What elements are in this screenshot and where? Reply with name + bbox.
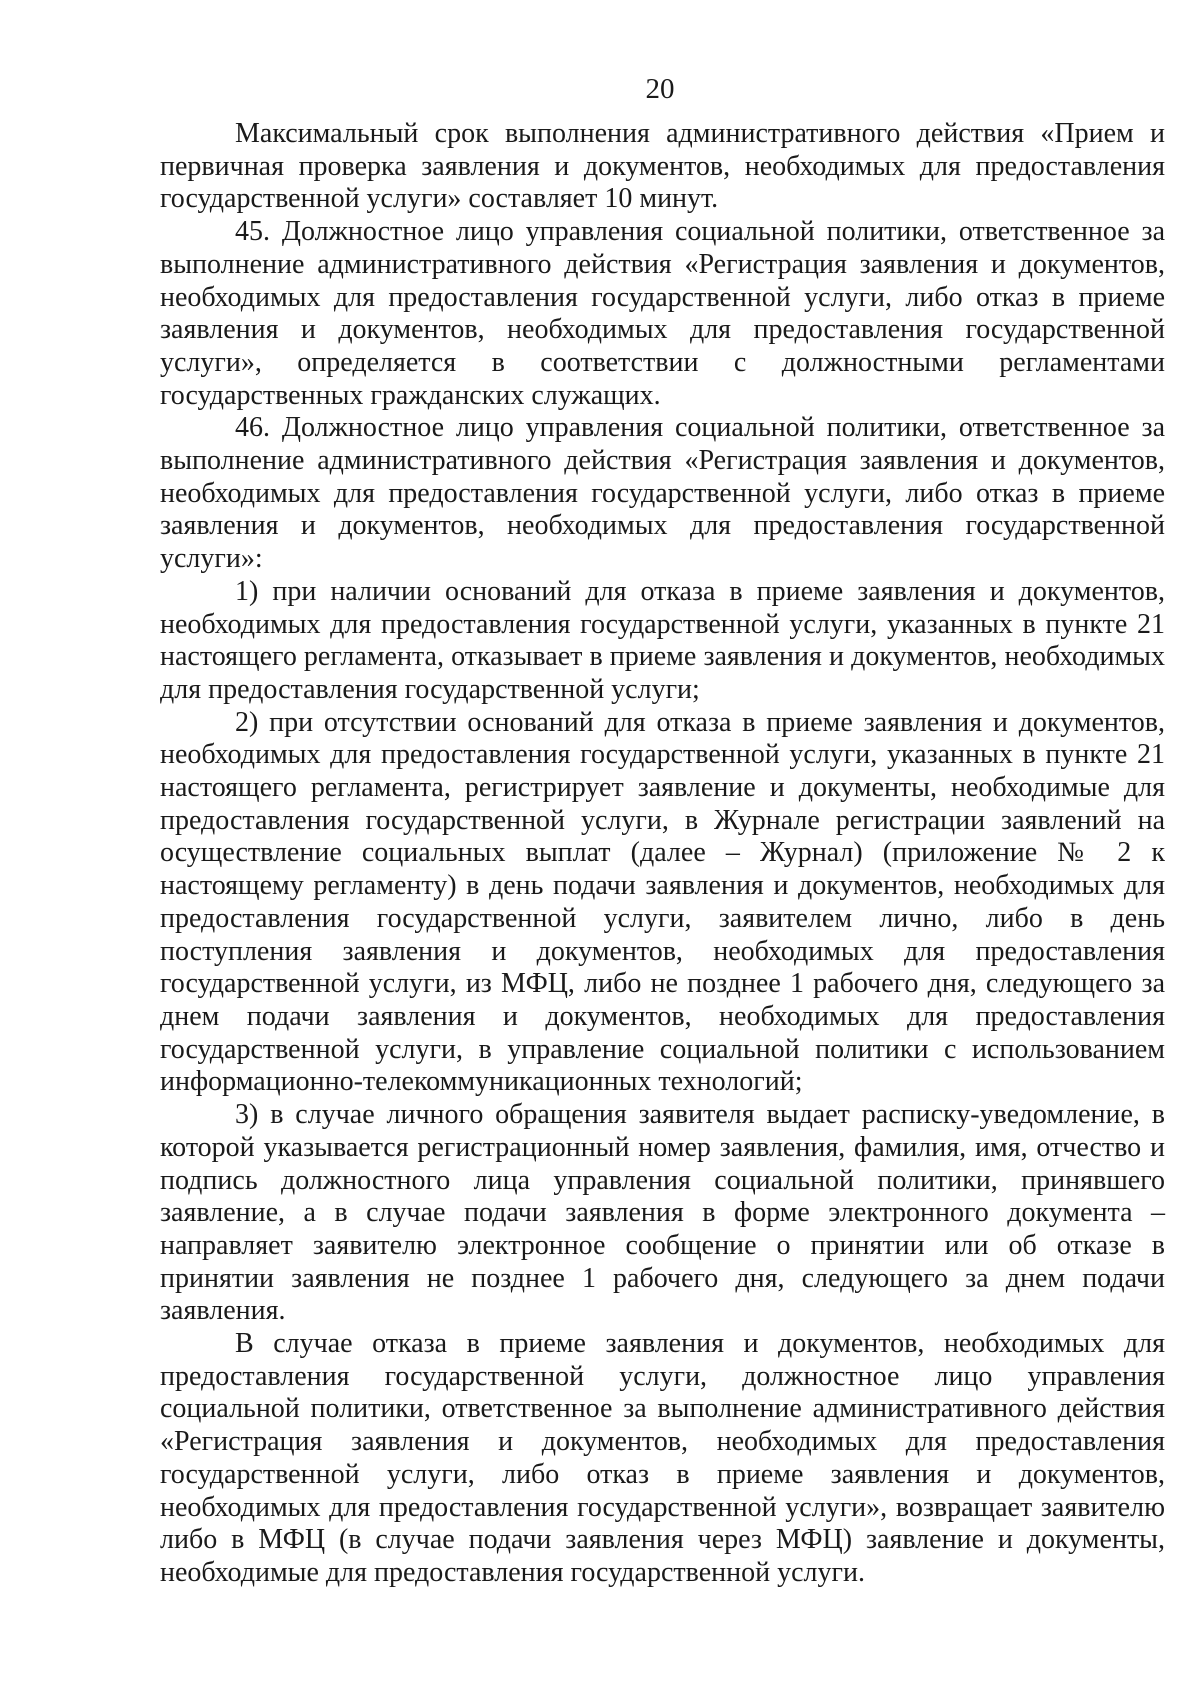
paragraph-refusal-return: В случае отказа в приеме заявления и документов, необходимых для предоставления государственной услуги, должностное лицо управления социальной политики, ответственное за выполнение административного действия «Регистрация заявления и документов, необходимых для предоставления государственной услуги, либо отказ в приеме заявления и документов, необходимых для предоставления государственной услуги», возвращает заявителю либо в МФЦ (в случае подачи заявления через МФЦ) заявление и документы, необходимые для предоставления государственной услуги.	[160, 1328, 1165, 1588]
paragraph-max-duration: Максимальный срок выполнения административного действия «Прием и первичная проверка заявления и документов, необходимых для предоставления государственной услуги» составляет 10 минут.	[160, 118, 1165, 215]
paragraph-46: 46. Должностное лицо управления социальной политики, ответственное за выполнение административного действия «Регистрация заявления и документов, необходимых для предоставления государственной услуги, либо отказ в приеме заявления и документов, необходимых для предоставления государственной услуги»:	[160, 412, 1165, 575]
paragraph-46-item-2: 2) при отсутствии оснований для отказа в приеме заявления и документов, необходимых для предоставления государственной услуги, указанных в пункте 21 настоящего регламента, регистрирует заявление и документы, необходимые для предоставления государственной услуги, в Журнале регистрации заявлений на осуществление социальных выплат (далее – Журнал) (приложение № 2 к настоящему регламенту) в день подачи заявления и документов, необходимых для предоставления государственной услуги, заявителем лично, либо в день поступления заявления и документов, необходимых для предоставления государственной услуги, из МФЦ, либо не позднее 1 рабочего дня, следующего за днем подачи заявления и документов, необходимых для предоставления государственной услуги, в управление социальной политики с использованием информационно-телекоммуникационных технологий;	[160, 706, 1165, 1098]
paragraph-46-item-3: 3) в случае личного обращения заявителя выдает расписку-уведомление, в которой указывается регистрационный номер заявления, фамилия, имя, отчество и подпись должностного лица управления социальной политики, принявшего заявление, а в случае подачи заявления в форме электронного документа – направляет заявителю электронное сообщение о принятии или об отказе в принятии заявления не позднее 1 рабочего дня, следующего за днем подачи заявления.	[160, 1099, 1165, 1327]
paragraph-46-item-1: 1) при наличии оснований для отказа в приеме заявления и документов, необходимых для предоставления государственной услуги, указанных в пункте 21 настоящего регламента, отказывает в приеме заявления и документов, необходимых для предоставления государственной услуги;	[160, 575, 1165, 705]
document-body	[160, 118, 1165, 1590]
page-number: 20	[645, 73, 675, 105]
paragraph-45: 45. Должностное лицо управления социальной политики, ответственное за выполнение административного действия «Регистрация заявления и документов, необходимых для предоставления государственной услуги, либо отказ в приеме заявления и документов, необходимых для предоставления государственной услуги», определяется в соответствии с должностными регламентами государственных гражданских служащих.	[160, 216, 1165, 411]
